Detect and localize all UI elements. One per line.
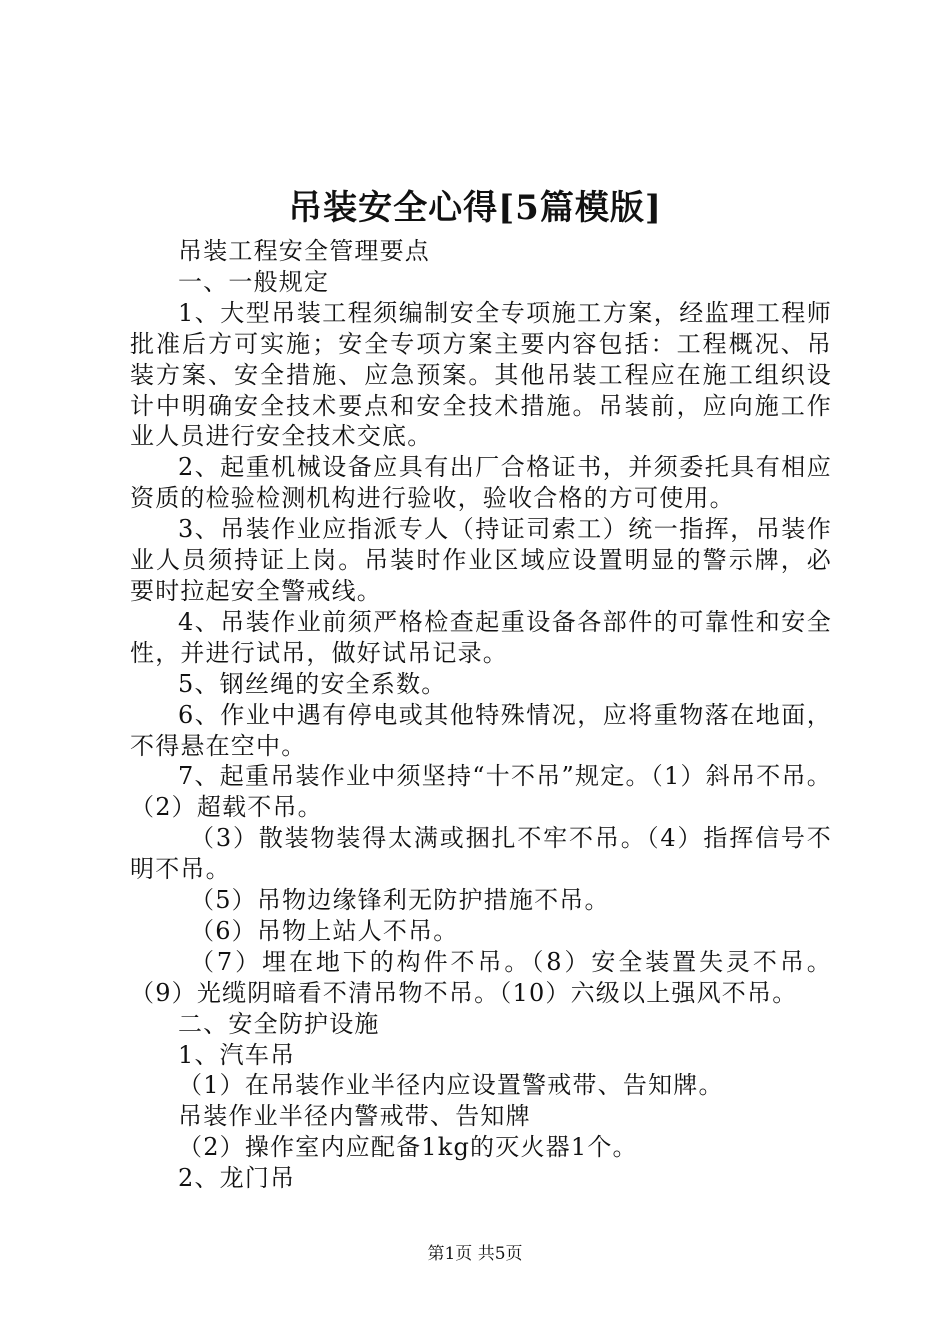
paragraph-heading: 吊装工程安全管理要点 <box>178 237 430 265</box>
paragraph: 5、钢丝绳的安全系数。 <box>178 669 447 698</box>
paragraph: （2）操作室内应配备1kg的灭火器1个。 <box>178 1133 638 1162</box>
paragraph: （5）吊物边缘锋利无防护措施不吊。 <box>190 886 610 915</box>
paragraph: 3、吊装作业应指派专人（持证司索工）统一指挥，吊装作业人员须持证上岗。吊装时作业区域应设置明显的警示牌，必要时拉起安全警戒线。 <box>130 515 832 605</box>
document-body <box>130 236 832 1194</box>
paragraph: 2、起重机械设备应具有出厂合格证书，并须委托具有相应资质的检验检测机构进行验收，验收合格的方可使用。 <box>130 453 832 513</box>
paragraph: 2、龙门吊 <box>178 1164 296 1193</box>
paragraph: 吊装作业半径内警戒带、告知牌 <box>178 1102 531 1131</box>
paragraph: （3）散装物装得太满或捆扎不牢不吊。（4）指挥信号不明不吊。 <box>130 824 832 884</box>
paragraph: 1、大型吊装工程须编制安全专项施工方案，经监理工程师批准后方可实施；安全专项方案主要内容包括：工程概况、吊装方案、安全措施、应急预案。其他吊装工程应在施工组织设计中明确安全技术要点和安全技术措施。吊装前，应向施工作业人员进行安全技术交底。 <box>130 298 832 451</box>
paragraph: （6）吊物上站人不吊。 <box>190 916 459 945</box>
paragraph: 4、吊装作业前须严格检查起重设备各部件的可靠性和安全性，并进行试吊，做好试吊记录。 <box>130 607 832 667</box>
paragraph: （1）在吊装作业半径内应设置警戒带、告知牌。 <box>178 1071 724 1100</box>
section-heading-protection: 二、安全防护设施 <box>178 1009 380 1038</box>
paragraph: （7）埋在地下的构件不吊。（8）安全装置失灵不吊。（9）光缆阴暗看不清吊物不吊。（10）六级以上强风不吊。 <box>130 947 832 1007</box>
page-footer: 第1页 共5页 <box>427 1244 523 1264</box>
paragraph: 6、作业中遇有停电或其他特殊情况，应将重物落在地面，不得悬在空中。 <box>130 700 832 760</box>
paragraph: 7、起重吊装作业中须坚持“十不吊”规定。（1）斜吊不吊。（2）超载不吊。 <box>130 762 832 822</box>
paragraph: 1、汽车吊 <box>178 1040 296 1069</box>
document-title: 吊装安全心得[5篇模版] <box>288 188 662 228</box>
section-heading-general: 一、一般规定 <box>178 267 330 296</box>
